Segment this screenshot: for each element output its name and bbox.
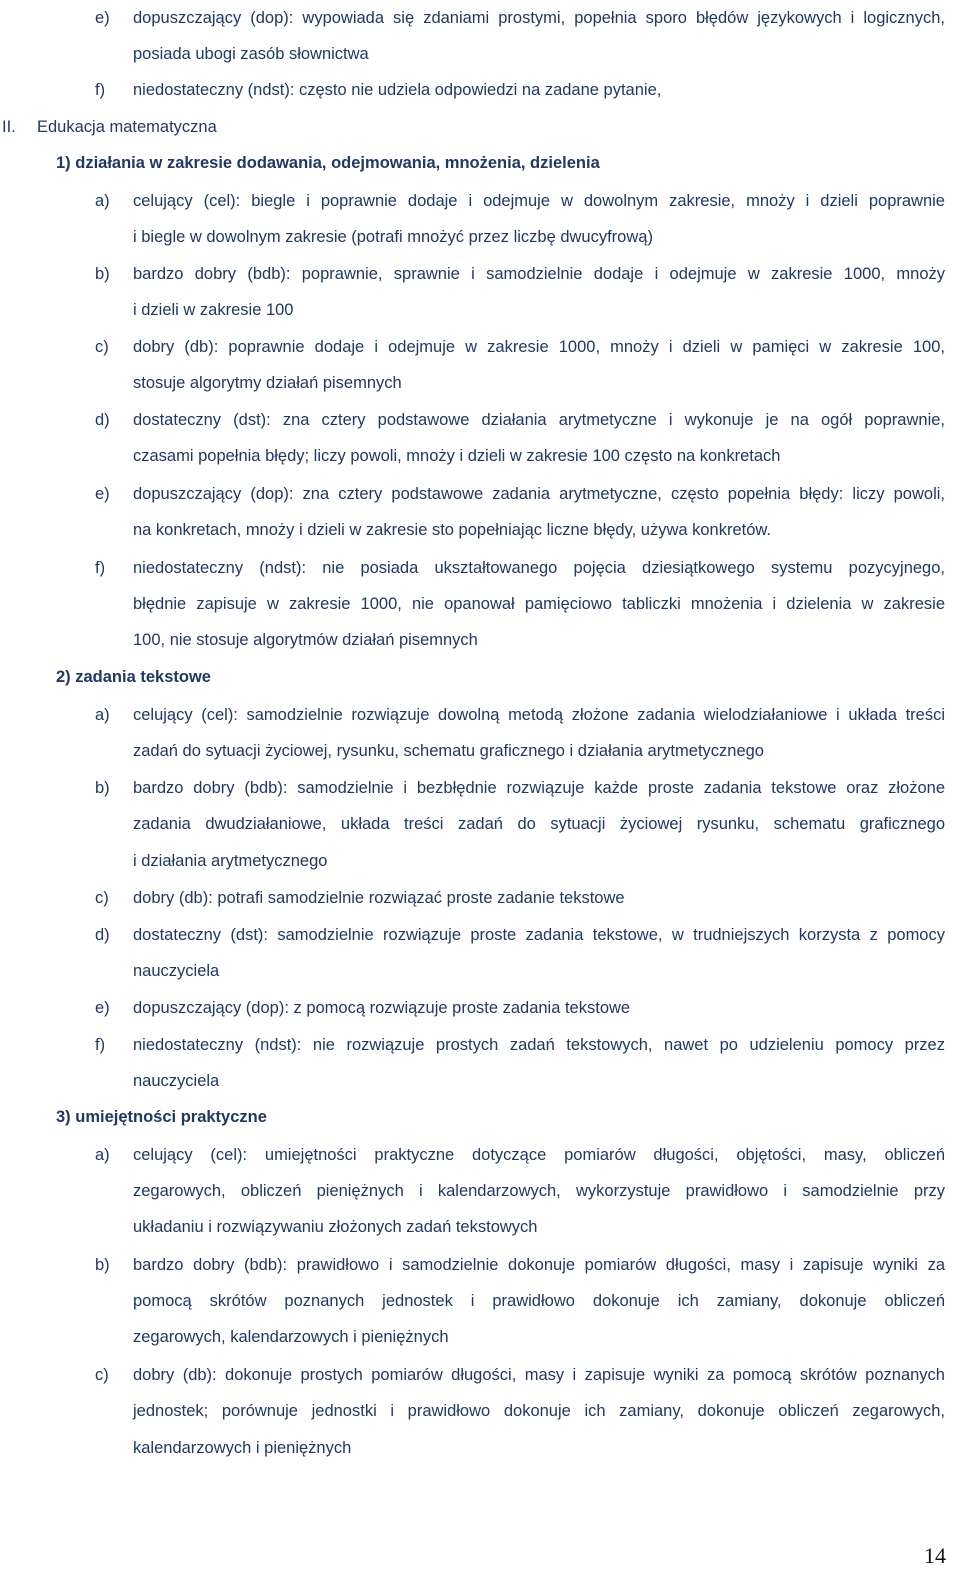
list-item-text: bardzo dobry (bdb): prawidłowo i samodzielnie dokonuje pomiarów długości, masy i zapisuje wyniki za	[133, 1256, 945, 1274]
section-heading: Edukacja matematyczna	[37, 118, 217, 136]
list-label: f)	[95, 1036, 106, 1054]
list-item-text: zegarowych, kalendarzowych i pieniężnych	[133, 1328, 449, 1346]
list-item-text: czasami popełnia błędy; liczy powoli, mnoży i dzieli w zakresie 100 często na konkretach	[133, 447, 781, 465]
list-item-text: dobry (db): poprawnie dodaje i odejmuje w zakresie 1000, mnoży i dzieli w pamięci w zakresie 100,	[133, 338, 945, 356]
list-item-text: celujący (cel): samodzielnie rozwiązuje dowolną metodą złożone zadania wielodziałaniowe i układa treści	[133, 706, 945, 724]
list-label: c)	[95, 1366, 109, 1384]
list-label: e)	[95, 9, 110, 27]
list-item-text: kalendarzowych i pieniężnych	[133, 1439, 352, 1457]
subsection-heading: 3) umiejętności praktyczne	[56, 1108, 267, 1126]
subsection-heading: 2) zadania tekstowe	[56, 668, 211, 686]
list-item-text: nauczyciela	[133, 1072, 220, 1090]
list-item-text: celujący (cel): umiejętności praktyczne dotyczące pomiarów długości, objętości, masy, obliczeń	[133, 1146, 945, 1164]
list-item-text: dopuszczający (dop): wypowiada się zdaniami prostymi, popełnia sporo błędów językowych i logicznych,	[133, 9, 945, 27]
list-item-text: 100, nie stosuje algorytmów działań pisemnych	[133, 631, 478, 649]
list-item-text: celujący (cel): biegle i poprawnie dodaje i odejmuje w dowolnym zakresie, mnoży i dzieli poprawnie	[133, 192, 945, 210]
list-item-text: bardzo dobry (bdb): poprawnie, sprawnie i samodzielnie dodaje i odejmuje w zakresie 1000, mnoży	[133, 265, 945, 283]
list-label: a)	[95, 1146, 110, 1164]
list-item-text: dopuszczający (dop): z pomocą rozwiązuje proste zadania tekstowe	[133, 999, 631, 1017]
list-label: b)	[95, 1256, 110, 1274]
list-item-text: niedostateczny (ndst): często nie udziela odpowiedzi na zadane pytanie,	[133, 81, 662, 99]
list-label: c)	[95, 338, 109, 356]
list-item-text: i biegle w dowolnym zakresie (potrafi mnożyć przez liczbę dwucyfrową)	[133, 228, 653, 246]
list-item-text: zadań do sytuacji życiowej, rysunku, schematu graficznego i działania arytmetycznego	[133, 742, 764, 760]
list-label: e)	[95, 999, 110, 1017]
list-item-text: jednostek; porównuje jednostki i prawidłowo dokonuje ich zamiany, dokonuje obliczeń zegarowych,	[133, 1402, 945, 1420]
list-label: d)	[95, 411, 110, 429]
list-label: b)	[95, 779, 110, 797]
list-item-text: bardzo dobry (bdb): samodzielnie i bezbłędnie rozwiązuje każde proste zadania tekstowe oraz złożone	[133, 779, 945, 797]
section-number: II.	[2, 118, 16, 136]
list-item-text: zegarowych, obliczeń pieniężnych i kalendarzowych, wykorzystuje prawidłowo i samodzielnie przy	[133, 1182, 945, 1200]
list-item-text: błędnie zapisuje w zakresie 1000, nie opanował pamięciowo tabliczki mnożenia i dzielenia w zakresie	[133, 595, 945, 613]
list-item-text: układaniu i rozwiązywaniu złożonych zadań tekstowych	[133, 1218, 538, 1236]
list-item-text: dobry (db): potrafi samodzielnie rozwiązać proste zadanie tekstowe	[133, 889, 625, 907]
list-label: d)	[95, 926, 110, 944]
list-item-text: niedostateczny (ndst): nie posiada ukształtowanego pojęcia dziesiątkowego systemu pozycyjnego,	[133, 559, 945, 577]
list-item-text: stosuje algorytmy działań pisemnych	[133, 374, 402, 392]
list-item-text: dopuszczający (dop): zna cztery podstawowe zadania arytmetyczne, często popełnia błędy: liczy powoli,	[133, 485, 945, 503]
list-item-text: dostateczny (dst): zna cztery podstawowe działania arytmetyczne i wykonuje je na ogół poprawnie,	[133, 411, 945, 429]
list-item-text: posiada ubogi zasób słownictwa	[133, 45, 369, 63]
list-label: e)	[95, 485, 110, 503]
list-label: f)	[95, 559, 106, 577]
list-label: a)	[95, 192, 110, 210]
page-number: 14	[924, 1543, 946, 1568]
list-item-text: i działania arytmetycznego	[133, 852, 328, 870]
list-item-text: dostateczny (dst): samodzielnie rozwiązuje proste zadania tekstowe, w trudniejszych korzysta z pomocy	[133, 926, 945, 944]
list-item-text: pomocą skrótów poznanych jednostek i prawidłowo dokonuje ich zamiany, dokonuje obliczeń	[133, 1292, 945, 1310]
list-item-text: niedostateczny (ndst): nie rozwiązuje prostych zadań tekstowych, nawet po udzieleniu pomocy przez	[133, 1036, 945, 1054]
list-label: a)	[95, 706, 110, 724]
list-item-text: zadania dwudziałaniowe, układa treści zadań do sytuacji życiowej rysunku, schematu graficznego	[133, 815, 945, 833]
list-label: c)	[95, 889, 109, 907]
subsection-heading: 1) działania w zakresie dodawania, odejmowania, mnożenia, dzielenia	[56, 154, 600, 172]
list-label: b)	[95, 265, 110, 283]
list-item-text: na konkretach, mnoży i dzieli w zakresie sto popełniając liczne błędy, używa konkretów.	[133, 521, 772, 539]
list-item-text: i dzieli w zakresie 100	[133, 301, 294, 319]
list-label: f)	[95, 81, 106, 99]
list-item-text: dobry (db): dokonuje prostych pomiarów długości, masy i zapisuje wyniki za pomocą skrótów poznanych	[133, 1366, 945, 1384]
list-item-text: nauczyciela	[133, 962, 220, 980]
